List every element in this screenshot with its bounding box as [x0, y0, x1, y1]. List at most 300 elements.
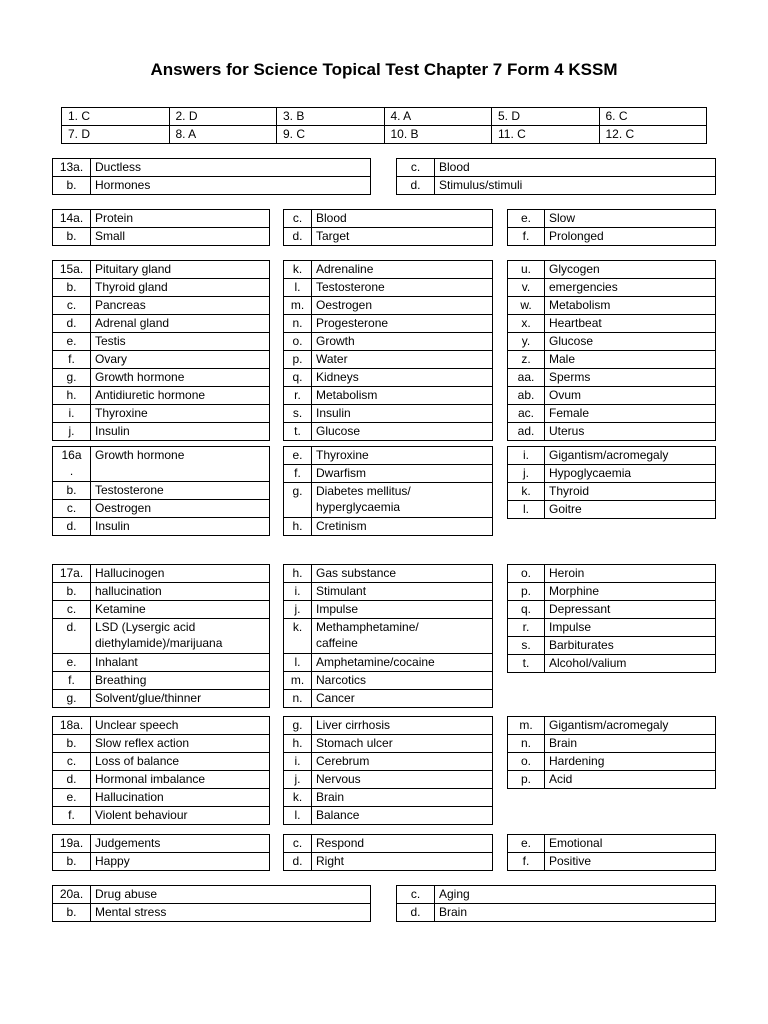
question-label: i.	[508, 447, 545, 465]
answer-row	[53, 423, 270, 441]
answer-text: Glucose	[545, 333, 716, 351]
question-label: f.	[508, 228, 545, 246]
question-label: 15a.	[53, 261, 91, 279]
question-label: d.	[284, 228, 312, 246]
question-label: o.	[284, 333, 312, 351]
answer-row	[53, 447, 270, 482]
answer-row	[53, 369, 270, 387]
question-label: s.	[508, 637, 545, 655]
question-label: m.	[284, 297, 312, 315]
answer-row	[508, 655, 716, 673]
answer-text: Ovum	[545, 387, 716, 405]
answer-row	[284, 423, 493, 441]
answer-text: Barbiturates	[545, 637, 716, 655]
answer-text: Narcotics	[312, 672, 493, 690]
answer-text: Thyroxine	[91, 405, 270, 423]
answer-row	[53, 853, 270, 871]
question-label: g.	[53, 690, 91, 708]
answer-text: Judgements	[91, 835, 270, 853]
question-label: m.	[284, 672, 312, 690]
answer-row	[53, 601, 270, 619]
answer-text: Thyroid	[545, 483, 716, 501]
answer-text: Cerebrum	[312, 753, 493, 771]
answer-text: Insulin	[91, 423, 270, 441]
answer-text: Testosterone	[91, 482, 270, 500]
answer-row	[53, 583, 270, 601]
answer-text: Prolonged	[545, 228, 716, 246]
answer-text: LSD (Lysergic acid diethylamide)/marijuana	[91, 619, 270, 654]
answer-row	[53, 500, 270, 518]
answer-table-q16-col1	[52, 446, 270, 536]
answer-text: Dwarfism	[312, 465, 493, 483]
answer-row	[284, 210, 493, 228]
answer-text: Respond	[312, 835, 493, 853]
answer-row	[53, 228, 270, 246]
answer-text: Goitre	[545, 501, 716, 519]
question-label: b.	[53, 177, 91, 195]
answer-row	[284, 807, 493, 825]
answer-text: Emotional	[545, 835, 716, 853]
answer-text: Testis	[91, 333, 270, 351]
question-label: b.	[53, 853, 91, 871]
answer-table-q13-col1	[52, 158, 371, 195]
answer-row	[284, 351, 493, 369]
question-label: c.	[284, 210, 312, 228]
answer-row	[508, 637, 716, 655]
answer-text: Pituitary gland	[91, 261, 270, 279]
question-label: f.	[284, 465, 312, 483]
answer-text: Gigantism/acromegaly	[545, 447, 716, 465]
answer-row	[284, 261, 493, 279]
answer-text: Happy	[91, 853, 270, 871]
answer-text: Sperms	[545, 369, 716, 387]
answer-table-q18-col2	[283, 716, 493, 825]
question-label: d.	[53, 619, 91, 654]
answer-row	[53, 333, 270, 351]
answer-text: Stimulant	[312, 583, 493, 601]
mcq-answer-cell: 2. D	[169, 108, 277, 126]
answer-row	[508, 853, 716, 871]
question-label: t.	[508, 655, 545, 673]
answer-text: Brain	[435, 904, 716, 922]
answer-row	[284, 583, 493, 601]
question-label: l.	[284, 654, 312, 672]
question-label: r.	[284, 387, 312, 405]
answer-text: Ductless	[91, 159, 371, 177]
answer-text: Thyroxine	[312, 447, 493, 465]
mcq-answer-cell: 1. C	[62, 108, 170, 126]
answer-row	[53, 405, 270, 423]
question-label: o.	[508, 565, 545, 583]
question-label: b.	[53, 735, 91, 753]
answer-text: Brain	[545, 735, 716, 753]
question-label: b.	[53, 904, 91, 922]
question-label: j.	[508, 465, 545, 483]
answer-text: Hallucinogen	[91, 565, 270, 583]
answer-row	[508, 423, 716, 441]
answer-table-q19-col3	[507, 834, 716, 871]
answer-text: Metabolism	[545, 297, 716, 315]
answer-row	[53, 297, 270, 315]
question-label: f.	[53, 351, 91, 369]
question-label: d.	[284, 853, 312, 871]
answer-row	[284, 387, 493, 405]
answer-text: Slow reflex action	[91, 735, 270, 753]
answer-table-q18-col3	[507, 716, 716, 789]
answer-row	[284, 601, 493, 619]
question-label: k.	[284, 789, 312, 807]
answer-row	[53, 261, 270, 279]
answer-text: emergencies	[545, 279, 716, 297]
answer-row	[53, 518, 270, 536]
answer-row	[284, 518, 493, 536]
answer-row	[284, 297, 493, 315]
answer-row	[508, 351, 716, 369]
answer-table-q14-col1	[52, 209, 270, 246]
answer-row	[397, 177, 716, 195]
answer-text: Depressant	[545, 601, 716, 619]
question-label: aa.	[508, 369, 545, 387]
question-label: o.	[508, 753, 545, 771]
answer-row	[508, 735, 716, 753]
answer-text: Glycogen	[545, 261, 716, 279]
question-label: f.	[508, 853, 545, 871]
answer-text: Nervous	[312, 771, 493, 789]
answer-text: Cretinism	[312, 518, 493, 536]
answer-row	[508, 447, 716, 465]
answer-text: Solvent/glue/thinner	[91, 690, 270, 708]
answer-text: Blood	[435, 159, 716, 177]
question-label: j.	[53, 423, 91, 441]
answer-text: Oestrogen	[312, 297, 493, 315]
question-label: g.	[284, 717, 312, 735]
question-label: u.	[508, 261, 545, 279]
question-label: 19a.	[53, 835, 91, 853]
answer-text: Testosterone	[312, 279, 493, 297]
question-label: 18a.	[53, 717, 91, 735]
question-label: h.	[53, 387, 91, 405]
answer-text: Cancer	[312, 690, 493, 708]
answer-row	[53, 177, 371, 195]
question-label: q.	[508, 601, 545, 619]
answer-table-q17-col2	[283, 564, 493, 708]
answer-text: Acid	[545, 771, 716, 789]
question-label: b.	[53, 279, 91, 297]
mcq-answer-cell: 3. B	[277, 108, 385, 126]
answer-row	[284, 565, 493, 583]
question-label: d.	[53, 518, 91, 536]
question-label: 14a.	[53, 210, 91, 228]
answer-row	[284, 672, 493, 690]
answer-text: Protein	[91, 210, 270, 228]
answer-text: Breathing	[91, 672, 270, 690]
question-label: e.	[508, 835, 545, 853]
answer-row	[508, 465, 716, 483]
answer-text: Growth	[312, 333, 493, 351]
question-label: c.	[53, 500, 91, 518]
question-label: g.	[284, 483, 312, 518]
answer-row	[53, 672, 270, 690]
answer-row	[508, 583, 716, 601]
question-label: i.	[53, 405, 91, 423]
mcq-answer-cell: 12. C	[599, 126, 707, 144]
question-label: e.	[508, 210, 545, 228]
question-label: d.	[53, 315, 91, 333]
question-label: g.	[53, 369, 91, 387]
question-label: q.	[284, 369, 312, 387]
answer-table-q17-col3	[507, 564, 716, 673]
mcq-answer-cell: 5. D	[492, 108, 600, 126]
answer-row	[508, 483, 716, 501]
answer-text: Methamphetamine/ caffeine	[312, 619, 493, 654]
answer-text: Adrenaline	[312, 261, 493, 279]
answer-text: Right	[312, 853, 493, 871]
question-label: d.	[397, 177, 435, 195]
answer-row	[53, 789, 270, 807]
answer-row	[397, 886, 716, 904]
answer-text: Brain	[312, 789, 493, 807]
answer-row	[53, 387, 270, 405]
question-label: e.	[53, 333, 91, 351]
question-label: ad.	[508, 423, 545, 441]
question-label: h.	[284, 565, 312, 583]
question-label: h.	[284, 735, 312, 753]
answer-text: Uterus	[545, 423, 716, 441]
answer-row	[284, 465, 493, 483]
mcq-answer-cell: 7. D	[62, 126, 170, 144]
question-label: p.	[508, 771, 545, 789]
answer-text: Impulse	[545, 619, 716, 637]
answer-text: Inhalant	[91, 654, 270, 672]
answer-row	[284, 789, 493, 807]
question-label: x.	[508, 315, 545, 333]
answer-row	[508, 387, 716, 405]
answer-row	[508, 279, 716, 297]
answer-text: Thyroid gland	[91, 279, 270, 297]
answer-text: Stimulus/stimuli	[435, 177, 716, 195]
question-label: s.	[284, 405, 312, 423]
answer-text: Gigantism/acromegaly	[545, 717, 716, 735]
answer-table-q15-col1	[52, 260, 270, 441]
question-label: m.	[508, 717, 545, 735]
answer-text: Small	[91, 228, 270, 246]
question-label: l.	[508, 501, 545, 519]
question-label: r.	[508, 619, 545, 637]
question-label: 16a .	[53, 447, 91, 482]
answer-table-q19-col1	[52, 834, 270, 871]
answer-table-q19-col2	[283, 834, 493, 871]
mcq-answer-cell: 6. C	[599, 108, 707, 126]
question-label: d.	[53, 771, 91, 789]
question-label: j.	[284, 601, 312, 619]
answer-row	[508, 333, 716, 351]
answer-text: Kidneys	[312, 369, 493, 387]
question-label: h.	[284, 518, 312, 536]
question-label: ac.	[508, 405, 545, 423]
answer-text: Female	[545, 405, 716, 423]
answer-row	[508, 297, 716, 315]
question-label: e.	[53, 789, 91, 807]
answer-text: Target	[312, 228, 493, 246]
question-label: f.	[53, 672, 91, 690]
answer-row	[53, 690, 270, 708]
answer-text: Oestrogen	[91, 500, 270, 518]
answer-row	[53, 619, 270, 654]
question-label: b.	[53, 583, 91, 601]
question-label: t.	[284, 423, 312, 441]
answer-row	[397, 159, 716, 177]
answer-text: Metabolism	[312, 387, 493, 405]
answer-row	[53, 482, 270, 500]
answer-table-q13-col2	[396, 158, 716, 195]
answer-text: Progesterone	[312, 315, 493, 333]
answer-row	[284, 483, 493, 518]
answer-text: Heroin	[545, 565, 716, 583]
answer-text: Alcohol/valium	[545, 655, 716, 673]
answer-table-q14-col3	[507, 209, 716, 246]
answer-row	[284, 690, 493, 708]
answer-text: Drug abuse	[91, 886, 371, 904]
answer-text: Hallucination	[91, 789, 270, 807]
answer-text: Blood	[312, 210, 493, 228]
answer-row	[508, 753, 716, 771]
answer-text: Glucose	[312, 423, 493, 441]
answer-row	[508, 261, 716, 279]
answer-text: Gas substance	[312, 565, 493, 583]
question-label: c.	[397, 159, 435, 177]
question-label: n.	[284, 690, 312, 708]
mcq-answer-cell: 8. A	[169, 126, 277, 144]
mcq-answer-cell: 4. A	[384, 108, 492, 126]
answer-row	[284, 717, 493, 735]
answer-row	[284, 771, 493, 789]
question-label: b.	[53, 482, 91, 500]
question-label: c.	[284, 835, 312, 853]
answer-row	[53, 351, 270, 369]
question-label: w.	[508, 297, 545, 315]
answer-row	[508, 315, 716, 333]
answer-text: Mental stress	[91, 904, 371, 922]
question-label: e.	[284, 447, 312, 465]
answer-table-q14-col2	[283, 209, 493, 246]
question-label: l.	[284, 807, 312, 825]
answer-row	[284, 447, 493, 465]
question-label: n.	[508, 735, 545, 753]
question-label: 20a.	[53, 886, 91, 904]
answer-text: Insulin	[312, 405, 493, 423]
answer-row	[508, 619, 716, 637]
mcq-row	[62, 108, 707, 126]
answer-text: Diabetes mellitus/ hyperglycaemia	[312, 483, 493, 518]
answer-text: Adrenal gland	[91, 315, 270, 333]
answer-row	[508, 565, 716, 583]
answer-text: Antidiuretic hormone	[91, 387, 270, 405]
answer-row	[284, 835, 493, 853]
question-label: j.	[284, 771, 312, 789]
question-label: l.	[284, 279, 312, 297]
answer-text: Violent behaviour	[91, 807, 270, 825]
answer-text: Loss of balance	[91, 753, 270, 771]
answer-row	[508, 369, 716, 387]
question-label: e.	[53, 654, 91, 672]
answer-table-q16-col3	[507, 446, 716, 519]
answer-row	[53, 835, 270, 853]
mcq-answer-cell: 9. C	[277, 126, 385, 144]
answer-row	[508, 835, 716, 853]
answer-text: Morphine	[545, 583, 716, 601]
question-label: c.	[397, 886, 435, 904]
answer-row	[508, 405, 716, 423]
question-label: v.	[508, 279, 545, 297]
answer-row	[508, 771, 716, 789]
answer-row	[53, 807, 270, 825]
answer-table-q18-col1	[52, 716, 270, 825]
question-label: 13a.	[53, 159, 91, 177]
question-label: c.	[53, 753, 91, 771]
answer-row	[53, 904, 371, 922]
answer-row	[53, 279, 270, 297]
mcq-answer-cell: 11. C	[492, 126, 600, 144]
answer-row	[508, 228, 716, 246]
answer-text: Growth hormone	[91, 447, 270, 482]
answer-row	[284, 369, 493, 387]
answer-row	[284, 228, 493, 246]
answer-row	[53, 565, 270, 583]
answer-row	[53, 771, 270, 789]
answer-text: Liver cirrhosis	[312, 717, 493, 735]
answer-table-q20-col2	[396, 885, 716, 922]
answer-text: Unclear speech	[91, 717, 270, 735]
answer-text: Positive	[545, 853, 716, 871]
question-label: y.	[508, 333, 545, 351]
mcq-row	[62, 126, 707, 144]
answer-row	[284, 853, 493, 871]
question-label: k.	[284, 619, 312, 654]
question-label: d.	[397, 904, 435, 922]
answer-row	[508, 501, 716, 519]
question-label: c.	[53, 297, 91, 315]
answer-row	[53, 717, 270, 735]
answer-text: Slow	[545, 210, 716, 228]
answer-row	[508, 210, 716, 228]
question-label: c.	[53, 601, 91, 619]
question-label: n.	[284, 315, 312, 333]
answer-row	[53, 886, 371, 904]
answer-row	[397, 904, 716, 922]
answer-row	[284, 753, 493, 771]
answer-text: Aging	[435, 886, 716, 904]
answer-text: Impulse	[312, 601, 493, 619]
answer-table-q15-col2	[283, 260, 493, 441]
answer-text: Ketamine	[91, 601, 270, 619]
answer-row	[508, 601, 716, 619]
answer-text: Balance	[312, 807, 493, 825]
question-label: 17a.	[53, 565, 91, 583]
question-label: k.	[508, 483, 545, 501]
question-label: b.	[53, 228, 91, 246]
answer-text: Stomach ulcer	[312, 735, 493, 753]
answer-row	[284, 735, 493, 753]
answer-text: Water	[312, 351, 493, 369]
question-label: ab.	[508, 387, 545, 405]
answer-row	[53, 210, 270, 228]
answer-text: Hormonal imbalance	[91, 771, 270, 789]
answer-text: Male	[545, 351, 716, 369]
answer-table-q17-col1	[52, 564, 270, 708]
mcq-answer-cell: 10. B	[384, 126, 492, 144]
question-label: z.	[508, 351, 545, 369]
answer-text: Insulin	[91, 518, 270, 536]
